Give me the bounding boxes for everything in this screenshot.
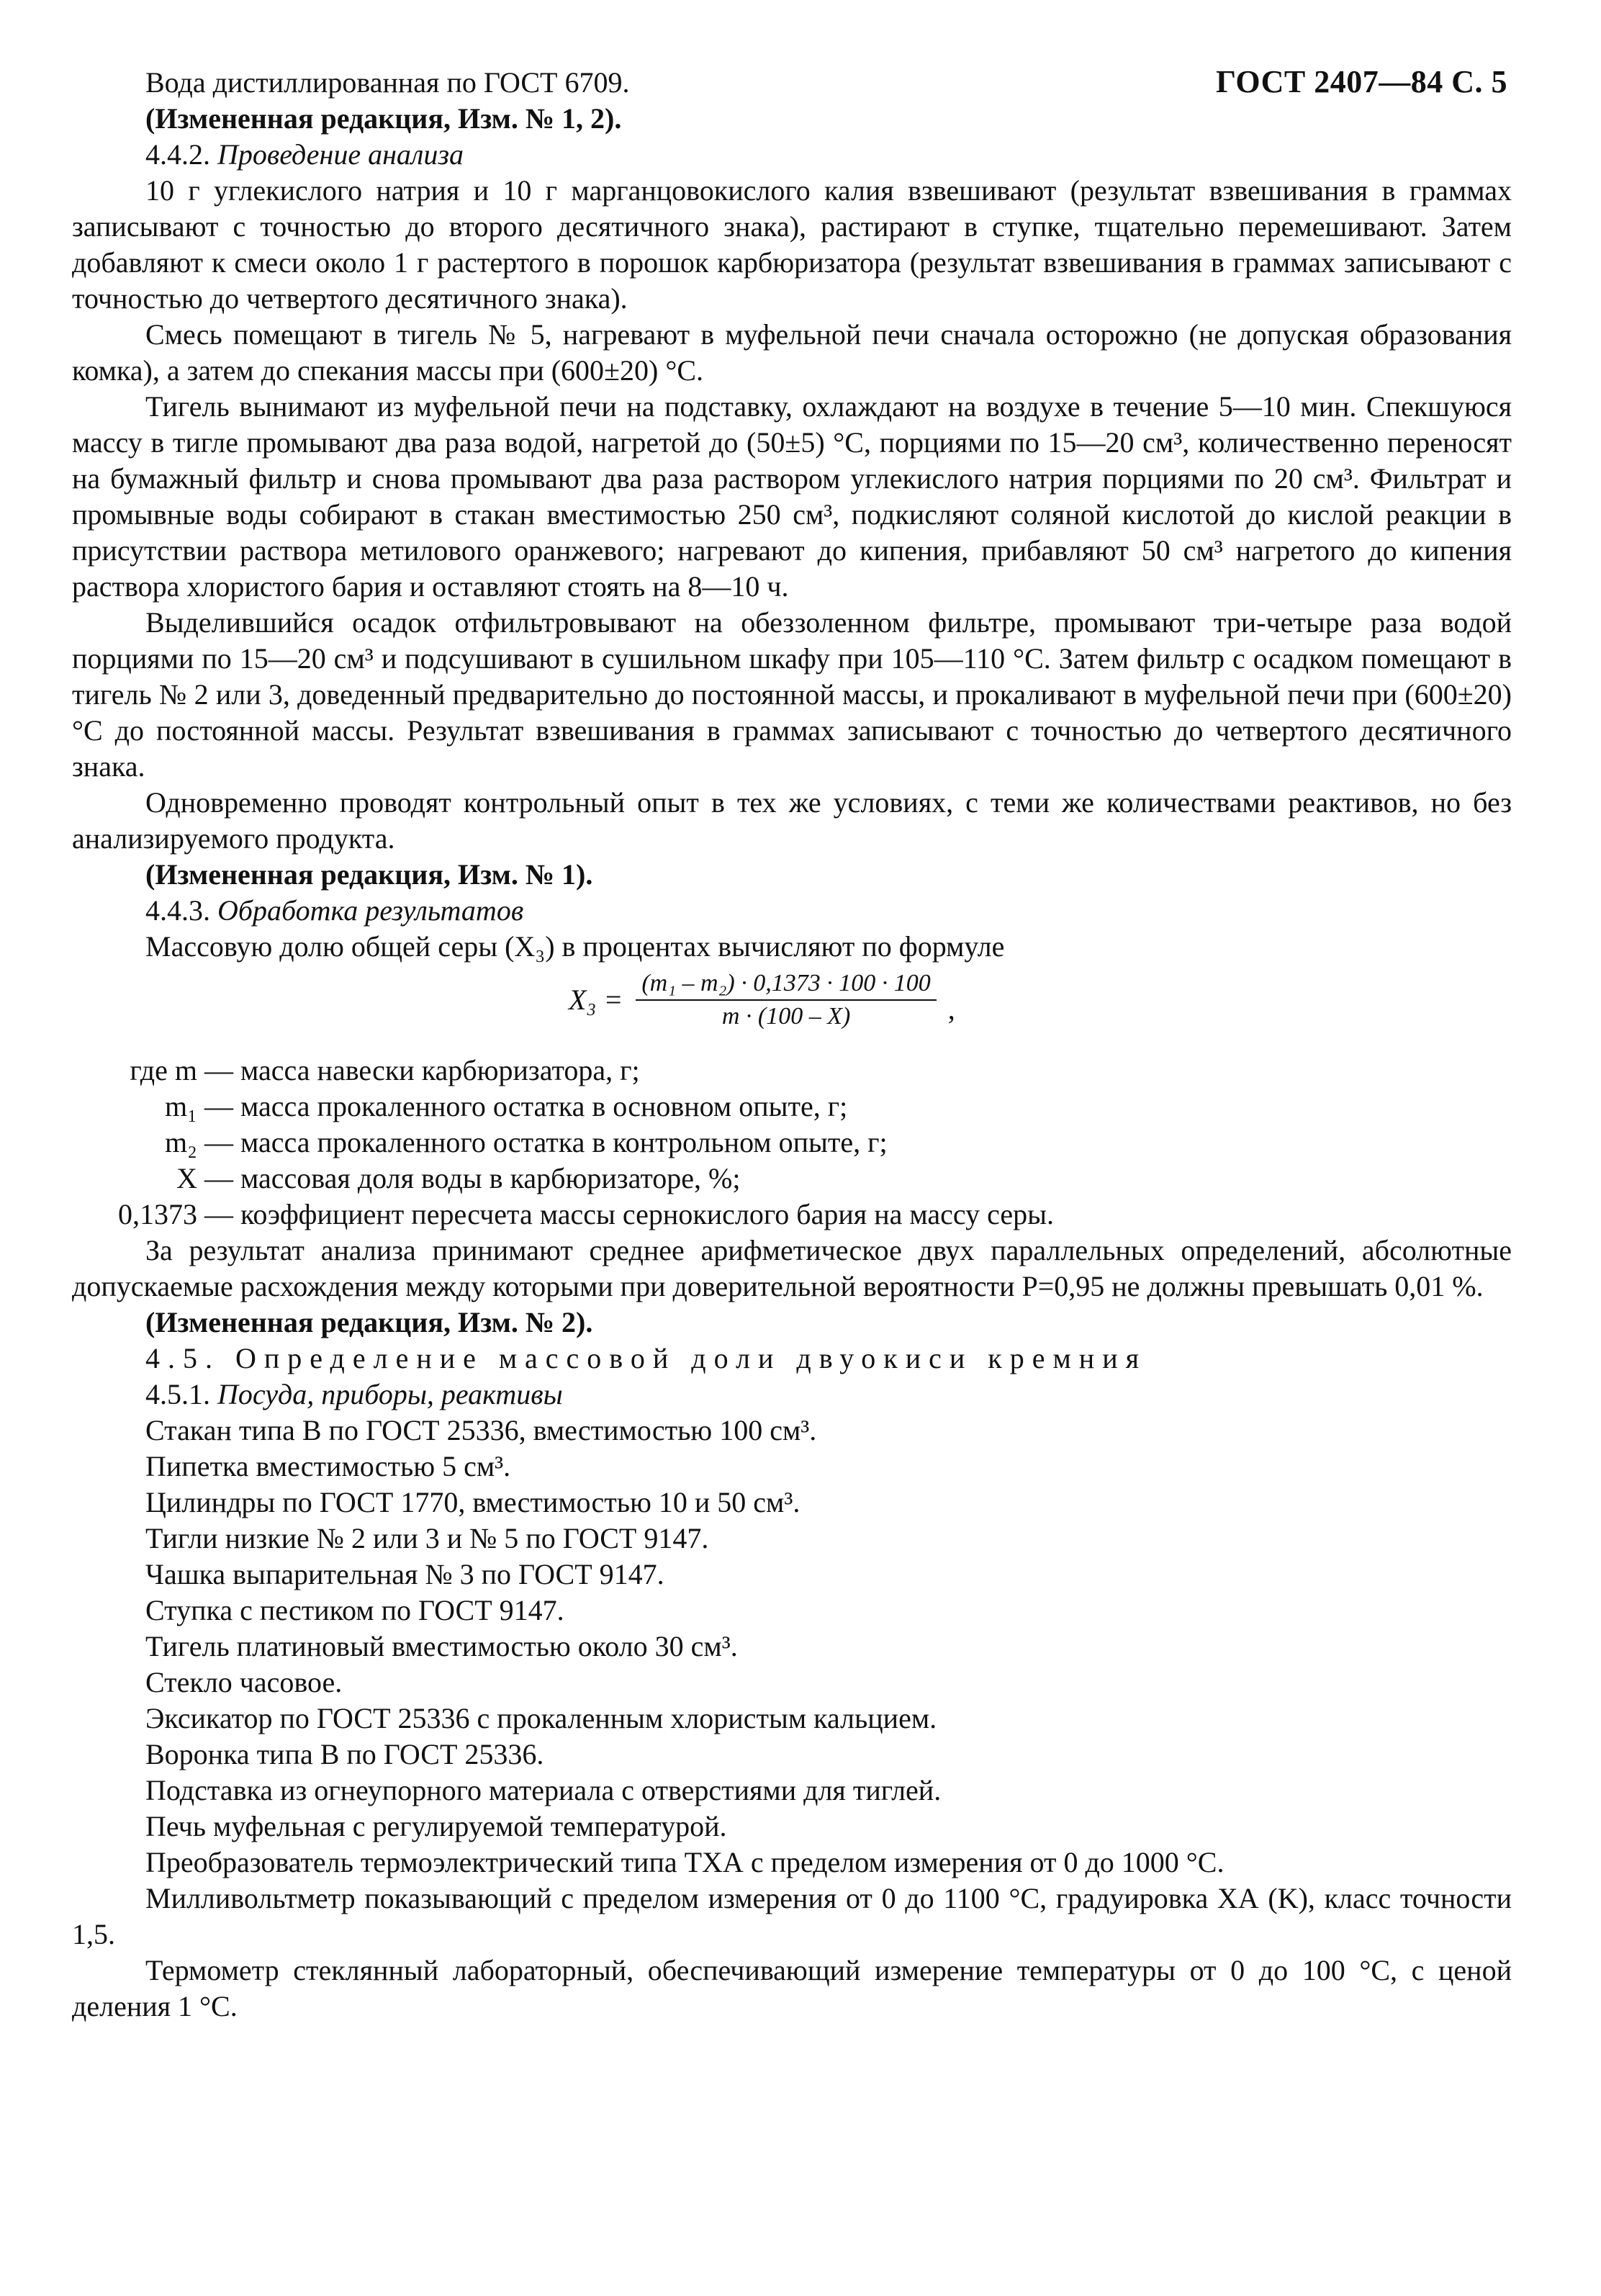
variable-symbol: m₂ <box>164 1126 197 1158</box>
paragraph: За результат анализа принимают среднее арифметическое двух параллельных определений, абсолютные допускаемые расхождения между которыми при доверительной вероятности P=0,95 не должны превышать 0,01 %. <box>72 1234 1512 1302</box>
variable-description: — масса прокаленного остатка в контрольном опыте, г; <box>204 1126 888 1158</box>
subsection-heading <box>72 893 1512 929</box>
text-line: Вода дистиллированная по ГОСТ 6709. <box>145 66 630 99</box>
formula-expression <box>569 968 955 1032</box>
subsection-title: Посуда, приборы, реактивы <box>217 1378 563 1410</box>
amendment-note: (Измененная редакция, Изм. № 1, 2). <box>145 102 622 135</box>
document-body <box>72 65 1512 2025</box>
subsection-heading <box>72 1377 1512 1413</box>
variable-symbol: X <box>176 1162 197 1194</box>
subsection-title: Проведение анализа <box>217 138 464 171</box>
variable-description: — массовая доля воды в карбюризаторе, %; <box>204 1162 741 1194</box>
formula-fraction <box>636 968 936 1032</box>
variable-description: — коэффициент пересчета массы сернокислого бария на массу серы. <box>204 1198 1054 1230</box>
text-line: Подставка из огнеупорного материала с отверстиями для тиглей. <box>145 1774 942 1806</box>
section-heading: 4.5. Определение массовой доли двуокиси кремния <box>145 1342 1147 1374</box>
variable-legend <box>72 1053 1512 1233</box>
paragraph: Милливольтметр показывающий с пределом измерения от 0 до 1100 °С, градуировка ХА (K), класс точности 1,5. <box>72 1882 1512 1950</box>
variable-symbol: m₁ <box>164 1090 197 1122</box>
text-line: Стекло часовое. <box>145 1666 343 1698</box>
subsection-number: 4.4.3. <box>145 894 210 927</box>
formula-trail: , <box>947 993 955 1025</box>
formula-lhs: X₃ = <box>569 983 623 1016</box>
subsection-title: Обработка результатов <box>217 894 524 927</box>
variable-symbol: 0,1373 <box>118 1198 197 1230</box>
paragraph: Выделившийся осадок отфильтровывают на обеззоленном фильтре, промывают три-четыре раза водой порциями по 15—20 см³ и подсушивают в сушильном шкафу при 105—110 °С. Затем фильтр с осадком помещают в тигель № 2 или 3, доведенный предварительно до постоянной массы, и прокаливают в муфельной печи при (600±20) °С до постоянной массы. Результат взвешивания в граммах записывают с точностью до четвертого десятичного знака. <box>72 606 1512 783</box>
text-line: Ступка с пестиком по ГОСТ 9147. <box>145 1594 564 1626</box>
text-section-2 <box>72 1233 1512 2025</box>
paragraph: Смесь помещают в тигель № 5, нагревают в муфельной печи сначала осторожно (не допуская образования комка), а затем до спекания массы при (600±20) °С. <box>72 318 1512 387</box>
text-line: Тигель платиновый вместимостью около 30 см³. <box>145 1630 738 1662</box>
formula <box>72 965 1512 1053</box>
page-header: ГОСТ 2407—84 С. 5 <box>1215 64 1507 99</box>
text-line: Печь муфельная с регулируемой температурой. <box>145 1810 727 1842</box>
text-line: Пипетка вместимостью 5 см³. <box>145 1450 511 1482</box>
text-line: Воронка типа В по ГОСТ 25336. <box>145 1738 544 1770</box>
subsection-number: 4.5.1. <box>145 1378 210 1410</box>
variable-symbol: где m <box>130 1054 197 1086</box>
paragraph: 10 г углекислого натрия и 10 г марганцовокислого калия взвешивают (результат взвешивания в граммах записывают с точностью до второго десятичного знака), растирают в ступке, тщательно перемешивают. Затем добавляют к смеси около 1 г растертого в порошок карбюризатора (результат взвешивания в граммах записывают с точностью до четвертого десятичного знака). <box>72 174 1512 315</box>
amendment-note: (Измененная редакция, Изм. № 2). <box>145 1306 593 1338</box>
text-line: Стакан типа В по ГОСТ 25336, вместимостью 100 см³. <box>145 1414 817 1446</box>
paragraph: Тигель вынимают из муфельной печи на подставку, охлаждают на воздухе в течение 5—10 мин. Спекшуюся массу в тигле промывают два раза водой, нагретой до (50±5) °С, порциями по 15—20 см³, количественно переносят на бумажный фильтр и снова промывают два раза раствором углекислого натрия порциями по 20 см³. Фильтрат и промывные воды собирают в стакан вместимостью 250 см³, подкисляют соляной кислотой до кислой реакции в присутствии раствора метилового оранжевого; нагревают до кипения, прибавляют 50 см³ нагретого до кипения раствора хлористого бария и оставляют стоять на 8—10 ч. <box>72 390 1512 603</box>
variable-description: — масса навески карбюризатора, г; <box>204 1054 640 1086</box>
formula-numerator: (m₁ – m₂) · 0,1373 · 100 · 100 <box>636 968 936 1001</box>
text-line: Цилиндры по ГОСТ 1770, вместимостью 10 и 50 см³. <box>145 1486 800 1518</box>
text-section-1 <box>72 65 1512 965</box>
text-line: Эксикатор по ГОСТ 25336 с прокаленным хлористым кальцием. <box>145 1702 937 1734</box>
text-line: Тигли низкие № 2 или 3 и № 5 по ГОСТ 9147. <box>145 1522 709 1554</box>
subsection-number: 4.4.2. <box>145 138 210 171</box>
variable-description: — масса прокаленного остатка в основном опыте, г; <box>204 1090 848 1122</box>
amendment-note: (Измененная редакция, Изм. № 1). <box>145 858 593 891</box>
formula-denominator: m · (100 – X) <box>721 1003 851 1030</box>
paragraph: Термометр стеклянный лабораторный, обеспечивающий измерение температуры от 0 до 100 °С, с ценой деления 1 °С. <box>72 1954 1512 2022</box>
subsection-heading <box>72 137 1512 173</box>
text-line: Чашка выпарительная № 3 по ГОСТ 9147. <box>145 1558 664 1590</box>
text-line: Преобразователь термоэлектрический типа ТХА с пределом измерения от 0 до 1000 °С. <box>145 1846 1225 1878</box>
paragraph: Одновременно проводят контрольный опыт в тех же условиях, с теми же количествами реактивов, но без анализируемого продукта. <box>72 786 1512 855</box>
text-line: Массовую долю общей серы (X₃) в процентах вычисляют по формуле <box>145 930 1005 963</box>
